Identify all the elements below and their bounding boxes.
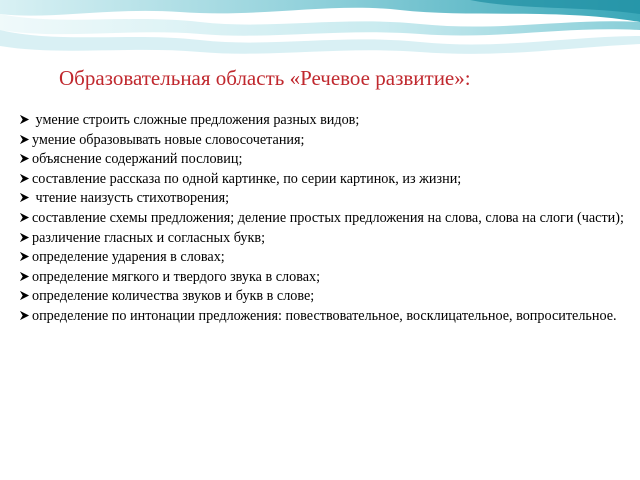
- slide-title: Образовательная область «Речевое развитие»:: [59, 66, 471, 90]
- list-item: [19, 287, 629, 307]
- checkmark-arrow-icon: [19, 212, 30, 223]
- checkmark-arrow-icon: [19, 310, 30, 321]
- list-item-text: умение образовывать новые словосочетания;: [32, 131, 305, 148]
- list-item: [19, 189, 629, 209]
- list-item: [19, 170, 629, 190]
- list-item: [19, 307, 629, 327]
- checkmark-arrow-icon: [19, 290, 30, 301]
- list-item-text: определение ударения в словах;: [32, 249, 225, 266]
- checkmark-arrow-icon: [19, 251, 30, 262]
- list-item: [19, 268, 629, 288]
- header-wave-decoration: [0, 0, 640, 70]
- topic-list: [19, 111, 629, 327]
- list-item-text: определение по интонации предложения: повествовательное, восклицательное, вопросительное.: [32, 307, 617, 324]
- list-item-text: объяснение содержаний пословиц;: [32, 151, 243, 168]
- list-item-text: определение мягкого и твердого звука в словах;: [32, 268, 321, 285]
- list-item-text: умение строить сложные предложения разных видов;: [32, 112, 360, 128]
- list-item: [19, 209, 629, 229]
- checkmark-arrow-icon: [19, 134, 30, 145]
- list-item: [19, 248, 629, 268]
- list-item: [19, 229, 629, 249]
- checkmark-arrow-icon: [19, 232, 30, 243]
- checkmark-arrow-icon: [19, 153, 30, 164]
- list-item-text: составление схемы предложения; деление простых предложения на слова, слова на слоги (части);: [32, 209, 624, 226]
- list-item: [19, 131, 629, 151]
- list-item-text: определение количества звуков и букв в слове;: [32, 288, 315, 305]
- list-item-text: чтение наизусть стихотворения;: [32, 190, 230, 207]
- checkmark-arrow-icon: [19, 271, 30, 282]
- list-item: [19, 111, 629, 131]
- checkmark-arrow-icon: [19, 173, 30, 184]
- checkmark-arrow-icon: [19, 114, 30, 125]
- list-item: [19, 150, 629, 170]
- list-item-text: составление рассказа по одной картинке, по серии картинок, из жизни;: [32, 170, 462, 187]
- list-item-text: различение гласных и согласных букв;: [32, 229, 266, 246]
- checkmark-arrow-icon: [19, 192, 30, 203]
